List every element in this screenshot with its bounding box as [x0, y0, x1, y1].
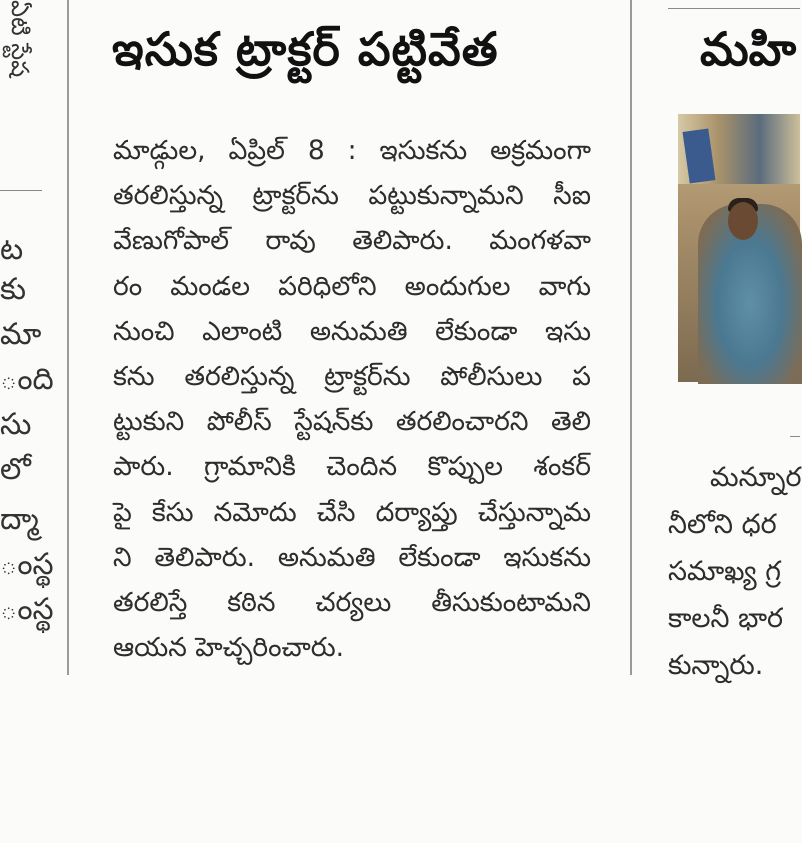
left-column-text-fragment: ంస్థ: [0, 592, 54, 627]
article-line: రం మండల పరిధిలోని అందుగుల వాగు: [113, 270, 591, 302]
right-article-line: కున్నారు.: [668, 650, 764, 681]
article-line: ట్టుకుని పోలీస్ స్టేషన్‌కు తరలించారని తెలి: [113, 406, 591, 438]
left-column-text-fragment: ద్మా: [0, 502, 39, 537]
article-line: పారు. గ్రామానికి చెందిన కొప్పుల శంకర్: [113, 451, 591, 483]
article-line: పై కేసు నమోదు చేసి దర్యాప్తు చేస్తున్నామ: [113, 496, 591, 528]
left-column-text-fragment: లో: [0, 452, 31, 487]
article-line: నుంచి ఎలాంటి అనుమతి లేకుండా ఇసు: [113, 315, 591, 347]
article-line: ని తెలిపారు. అనుమతి లేకుండా ఇసుకను: [113, 541, 591, 573]
column-rule-right: [630, 0, 632, 675]
article-line: తరలిస్తే కఠిన చర్యలు తీసుకుంటామని: [113, 586, 591, 618]
left-column-text-fragment: ంది: [0, 362, 54, 397]
article-line: తరలిస్తున్న ట్రాక్టర్‌ను పట్టుకున్నామని సీఐ: [113, 180, 591, 212]
left-column-text-fragment: ంస్థ: [0, 547, 54, 582]
right-article-line: నీలోని ధర: [668, 509, 777, 540]
column-rule-left: [67, 0, 69, 675]
article-line: మాడ్గుల, ఏప్రిల్ 8 : ఇసుకను అక్రమంగా: [113, 135, 591, 166]
left-column-text-fragment: ట: [0, 232, 24, 267]
article-photo: [678, 114, 800, 382]
right-article-line: మన్నూర: [710, 462, 802, 493]
left-column-text-fragment: మా: [0, 317, 42, 352]
left-column-text-fragment: సు: [0, 407, 32, 442]
article-body: [113, 128, 591, 670]
left-column-top-fragment: ఏటి స్టేష: [6, 0, 34, 78]
right-article-line: సమాఖ్య గ్ర: [668, 556, 781, 587]
right-article-line: కాలనీ భార: [668, 603, 784, 634]
left-column-text-fragment: కు: [0, 272, 27, 307]
article-line: కను తరలిస్తున్న ట్రాక్టర్‌ను పోలీసులు ప: [113, 360, 591, 392]
right-column-top-rule: [668, 8, 800, 9]
article-line: వేణుగోపాల్ రావు తెలిపారు. మంగళవా: [113, 225, 591, 257]
right-article-headline: మహి: [700, 22, 797, 76]
photo-caption-rule: [790, 436, 800, 437]
article-line: ఆయన హెచ్చరించారు.: [113, 632, 345, 664]
left-column-divider: [0, 190, 42, 191]
article-headline: ఇసుక ట్రాక్టర్ పట్టివేత: [112, 22, 499, 76]
